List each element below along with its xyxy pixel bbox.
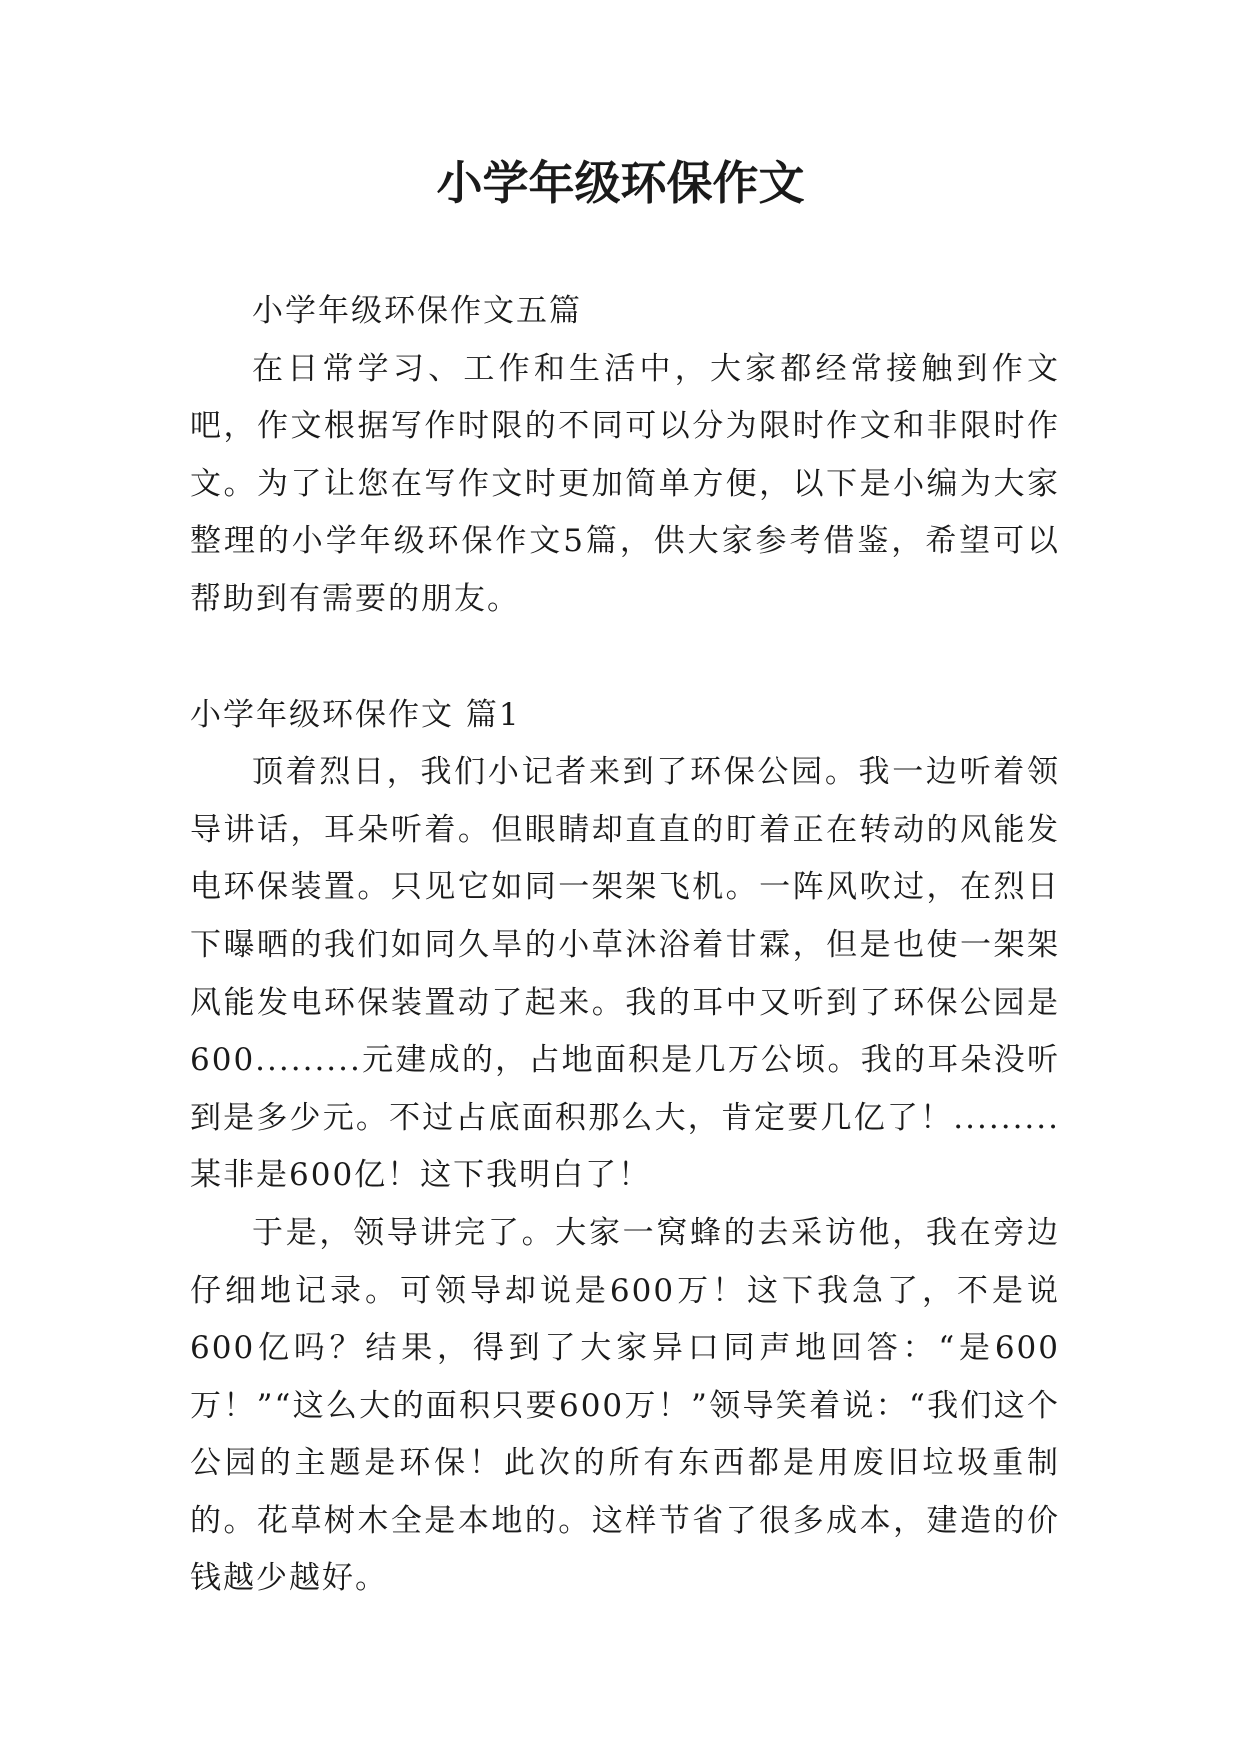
section-gap — [190, 629, 1060, 687]
section-heading: 小学年级环保作文 篇1 — [190, 696, 521, 733]
body-paragraph: 顶着烈日，我们小记者来到了环保公园。我一边听着领导讲话，耳朵听着。但眼睛却直直的盯着正在转动的风能发电环保装置。只见它如同一架架飞机。一阵风吹过，在烈日下曝晒的我们如同久旱的小草沐浴着甘霖，但是也使一架架风能发电环保装置动了起来。我的耳中又听到了环保公园是600.........元建成的，占地面积是几万公顷。我的耳朵没听到是多少元。不过占底面积那么大，肯定要几亿了！.........某非是600亿！这下我明白了！ — [190, 754, 1060, 1194]
document-body — [190, 283, 1060, 1608]
intro-paragraph: 在日常学习、工作和生活中，大家都经常接触到作文吧，作文根据写作时限的不同可以分为限时作文和非限时作文。为了让您在写作文时更加简单方便，以下是小编为大家整理的小学年级环保作文5篇，供大家参考借鉴，希望可以帮助到有需要的朋友。 — [190, 350, 1060, 617]
document-subtitle: 小学年级环保作文五篇 — [252, 293, 582, 329]
document-title: 小学年级环保作文 — [436, 156, 805, 210]
body-paragraph: 于是，领导讲完了。大家一窝蜂的去采访他，我在旁边仔细地记录。可领导却说是600万！这下我急了，不是说600亿吗？结果，得到了大家异口同声地回答：“是600万！”“这么大的面积只要600万！”领导笑着说：“我们这个公园的主题是环保！此次的所有东西都是用废旧垃圾重制的。花草树木全是本地的。这样节省了很多成本，建造的价钱越少越好。 — [190, 1214, 1060, 1597]
